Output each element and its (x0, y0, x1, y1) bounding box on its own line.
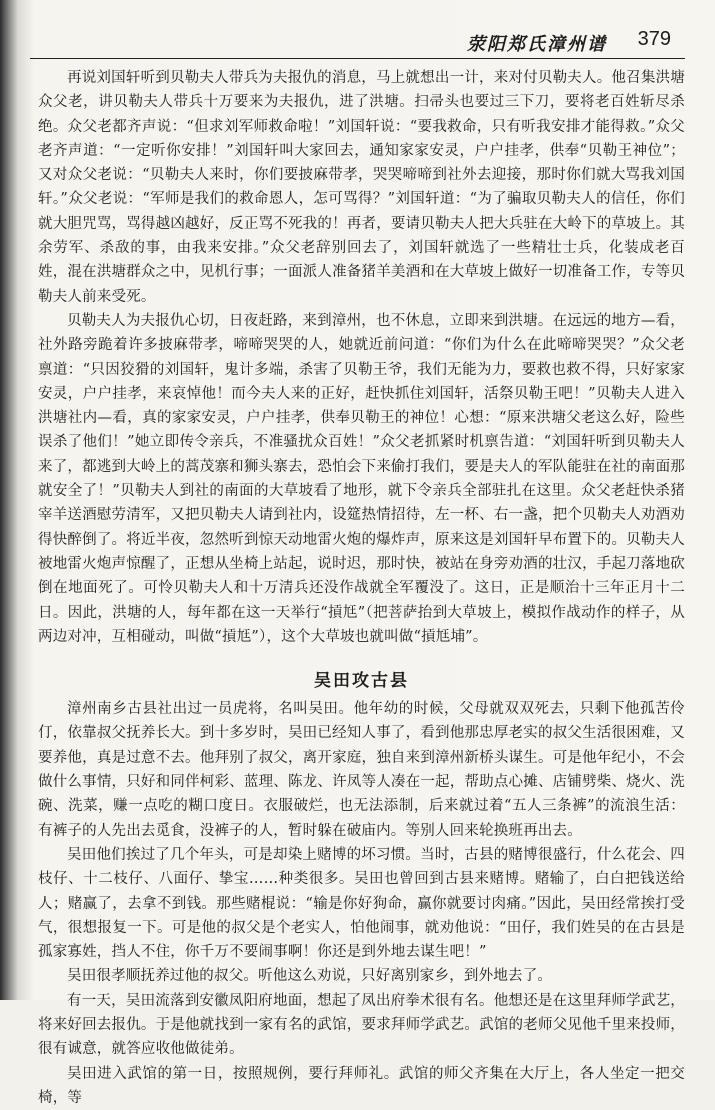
section-title: 吴田攻古县 (314, 671, 409, 692)
paragraph: 再说刘国轩听到贝勒夫人带兵为夫报仇的消息，马上就想出一计，来对付贝勒夫人。他召集洪塘众父老，讲贝勒夫人带兵十万要来为夫报仇，进了洪塘。扫帚头也要过三下刀，要将老百姓斩尽杀绝。众父老都齐声说：“但求刘军师救命啦！”刘国轩说：“要我救命，只有听我安排才能得救。”众父老齐声道：“一定听你安排！”刘国轩叫大家回去，通知家家安灵，户户挂孝，供奉“贝勒王神位”；又对众父老说：“贝勒夫人来时，你们要披麻带孝，哭哭啼啼到社外去迎接，那时你们就大骂我刘国轩。”众父老说：“军师是我们的救命恩人，怎可骂得？”刘国轩道：“为了骗取贝勒夫人的信任，你们就大胆咒骂，骂得越凶越好，反正骂不死我的！再者，要请贝勒夫人把大兵驻在大岭下的草坡上。其余劳军、杀敌的事，由我来安排。”众父老辞别回去了，刘国轩就选了一些精壮士兵，化装成老百姓，混在洪塘群众之中，见机行事；一面派人准备猪羊美酒和在大草坡上做好一切准备工作，专等贝勒夫人前来受死。 (38, 70, 685, 305)
header-title: 荥阳郑氏漳州谱 (467, 34, 607, 55)
paragraph: 漳州南乡古县社出过一员虎将，名叫吴田。他年幼的时候，父母就双双死去，只剩下他孤苦伶仃，依靠叔父抚养长大。到十多岁时，吴田已经知人事了，看到他那忠厚老实的叔父生活很困难，又要养他，真是过意不去。他拜别了叔父，离开家庭，独自来到漳州新桥头谋生。可是他年纪小，不会做什么事情，只好和同伴柯彩、蓝理、陈龙、许凤等人凑在一起，帮助点心摊、店铺劈柴、烧火、洗碗、洗菜，赚一点吃的糊口度日。衣服破烂，也无法添制，后来就过着“五人三条裤”的流浪生活：有裤子的人先出去觅食，没裤子的人，暂时躲在破庙内。等别人回来轮换班再出去。 (38, 701, 685, 839)
paragraph: 吴田进入武馆的第一日，按照规例，要行拜师礼。武馆的师父齐集在大厅上，各人坐定一把交椅，等 (38, 1065, 685, 1106)
page-content (38, 66, 685, 1106)
paragraph: 贝勒夫人为夫报仇心切，日夜赶路，来到漳州，也不休息，立即来到洪塘。在远远的地方—看，社外路旁跪着许多披麻带孝，啼啼哭哭的人，她就近前问道：“你们为什么在此啼啼哭哭？”众父老禀道：“只因狡猾的刘国轩，鬼计多端，杀害了贝勒王爷，我们无能为力，要救也救不得，只好家家安灵，户户挂孝，来哀悼他！而今夫人来的正好，赶快抓住刘国轩，活祭贝勒王吧！”贝勒夫人进入洪塘社内—看，真的家家安灵，户户挂孝，供奉贝勒王的神位！心想：“原来洪塘父老这么好，险些误杀了他们！”她立即传令亲兵，不准骚扰众百姓！”众父老抓紧时机禀告道：“刘国轩听到贝勒夫人来了，都逃到大岭上的蒿茂寨和狮头寨去，恐怕会下来偷打我们，要是夫人的军队能驻在社的南面那就安全了！”贝勒夫人到社的南面的大草坡看了地形，就下令亲兵全部驻扎在这里。众父老赶快杀猪宰羊送酒慰劳清军，又把贝勒夫人请到社内，设筵热情招待，左一杯、右一盏，把个贝勒夫人劝酒劝得快醉倒了。将近半夜，忽然听到惊天动地雷火炮的爆炸声，原来这是刘国轩早布置下的。贝勒夫人被地雷火炮声惊醒了，正想从坐椅上站起，说时迟，那时快，被站在身旁劝酒的壮汉，手起刀落地砍倒在地面死了。可怜贝勒夫人和十万清兵还没作战就全军覆没了。这日，正是顺治十三年正月十二日。因此，洪塘的人，每年都在这一天举行“摃尪”（把菩萨抬到大草坡上，模拟作战动作的样子，从两边对冲，互相碰动，叫做“摃尪”），这个大草坡也就叫做“摃尪埔”。 (38, 312, 685, 645)
paragraph: 有一天，吴田流落到安徽凤阳府地面，想起了凤出府拳术很有名。他想还是在这里拜师学武艺，将来好回去报仇。于是他就找到一家有名的武馆，要求拜师学武艺。武馆的老师父见他千里来投师，很有诚意，就答应收他做徒弟。 (38, 992, 685, 1058)
running-header (30, 22, 685, 59)
paragraph: 吴田他们挨过了几个年头，可是却染上赌博的坏习惯。当时，古县的赌博很盛行，什么花会、四枝仔、十二枝仔、八面仔、挚宝……种类很多。吴田也曾回到古县来赌博。赌输了，白白把钱送给人；赌赢了，去拿不到钱。那些赌棍说：“输是你好狗命，赢你就要讨肉痛。”因此，吴田经常挨打受气，很想报复一下。可是他的叔父是个老实人，怕他闹事，就劝他说：“田仔，我们姓吴的在古县是孤家寡姓，挡人不住，你千万不要闹事啊！你还是到外地去谋生吧！” (38, 846, 685, 961)
page-number: 379 (637, 28, 671, 50)
paragraph: 吴田很孝顺抚养过他的叔父。听他这么劝说，只好离别家乡，到外地去了。 (67, 968, 553, 985)
